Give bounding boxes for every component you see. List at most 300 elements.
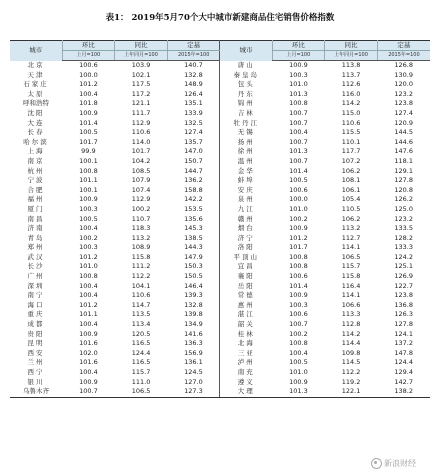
subheader-mom-right: 上月=100 (272, 51, 325, 61)
city-name: 吉林 (220, 109, 272, 119)
table-row (10, 310, 430, 320)
mom-index: 100.7 (289, 320, 308, 329)
city-name: 温州 (220, 157, 272, 167)
mom-index: 100.4 (79, 291, 98, 300)
city-name: 丹东 (220, 90, 272, 100)
city-name: 北海 (220, 339, 272, 349)
table-row (10, 138, 430, 148)
base-index: 123.2 (394, 214, 413, 223)
city-name: 南宁 (27, 291, 45, 300)
mom-index: 101.7 (79, 137, 98, 146)
city-name: 沈阳 (27, 108, 45, 117)
mom-index: 101.6 (79, 339, 98, 348)
yoy-index: 116.5 (131, 358, 151, 367)
mom-index: 100.4 (79, 224, 98, 233)
city-name: 遵义 (220, 378, 272, 388)
base-index: 132.8 (184, 70, 203, 79)
base-index: 127.3 (167, 387, 220, 397)
city-name: 南京 (27, 156, 45, 165)
yoy-index: 106.5 (341, 252, 361, 261)
city-name: 长春 (27, 128, 45, 137)
table-row (10, 99, 430, 109)
base-index: 144.6 (394, 137, 413, 146)
mom-index: 100.9 (79, 195, 98, 204)
yoy-index: 119.2 (341, 377, 361, 386)
base-index: 126.9 (394, 272, 413, 281)
base-index: 150.3 (184, 262, 203, 271)
table-row (10, 301, 430, 311)
mom-index: 100.8 (79, 166, 98, 175)
subheader-mom-left: 上月=100 (62, 51, 115, 61)
mom-index: 100.9 (79, 108, 98, 117)
city-name: 海口 (27, 300, 45, 309)
yoy-index: 122.1 (325, 387, 378, 397)
city-name: 洛阳 (220, 243, 272, 253)
mom-index: 101.0 (79, 262, 98, 271)
yoy-index: 106.2 (341, 166, 361, 175)
base-index: 147.6 (394, 147, 413, 156)
base-index: 139.8 (184, 310, 203, 319)
city-name: 成都 (27, 320, 45, 329)
table-row (10, 234, 430, 244)
city-name: 唐山 (220, 61, 272, 71)
header-mom-left: 环比 (62, 41, 115, 51)
table-row (10, 186, 430, 196)
city-name: 襄阳 (220, 272, 272, 282)
yoy-index: 121.1 (131, 99, 151, 108)
subheader-base-right: 2015年=100 (377, 51, 430, 61)
yoy-index: 114.1 (341, 291, 361, 300)
mom-index: 99.9 (81, 147, 96, 156)
base-index: 126.2 (394, 195, 413, 204)
yoy-index: 100.2 (131, 204, 151, 213)
mom-index: 100.4 (79, 281, 98, 290)
table-row (10, 147, 430, 157)
mom-index: 101.0 (289, 368, 308, 376)
yoy-index: 108.5 (131, 166, 151, 175)
mom-index: 100.0 (79, 70, 98, 79)
yoy-index: 116.0 (341, 89, 361, 98)
base-index: 133.5 (394, 224, 413, 233)
mom-index: 101.7 (289, 243, 308, 252)
table-row (10, 339, 430, 349)
yoy-index: 110.7 (131, 214, 151, 223)
yoy-index: 114.0 (131, 137, 151, 146)
base-index: 142.2 (184, 195, 203, 204)
city-name: 贵阳 (27, 329, 45, 338)
yoy-index: 104.1 (131, 281, 151, 290)
base-index: 136.3 (184, 339, 203, 348)
table-row (10, 253, 430, 263)
yoy-index: 106.6 (341, 300, 361, 309)
yoy-index: 112.8 (341, 320, 361, 329)
city-name: 九江 (220, 205, 272, 215)
city-name: 南昌 (27, 214, 45, 223)
mom-index: 100.5 (79, 128, 98, 137)
mom-index: 100.3 (79, 204, 98, 213)
table-row (10, 368, 430, 378)
mom-index: 100.2 (79, 233, 98, 242)
base-index: 147.8 (394, 348, 413, 357)
city-name: 深圳 (27, 281, 45, 290)
table-row (10, 205, 430, 215)
yoy-index: 107.2 (341, 156, 361, 165)
city-name: 徐州 (220, 147, 272, 157)
mom-index: 100.6 (289, 185, 308, 194)
table-row (10, 176, 430, 186)
mom-index: 100.5 (79, 214, 98, 223)
yoy-index: 113.7 (341, 70, 361, 79)
base-index: 122.7 (394, 281, 413, 290)
city-name: 湛江 (220, 310, 272, 320)
base-index: 146.4 (184, 281, 203, 290)
mom-index: 100.8 (289, 262, 308, 271)
table-row (10, 291, 430, 301)
base-index: 127.4 (394, 108, 413, 117)
city-name: 包头 (220, 80, 272, 90)
base-index: 145.3 (184, 224, 203, 233)
mom-index: 101.0 (289, 80, 308, 89)
yoy-index: 111.7 (131, 108, 151, 117)
base-index: 144.5 (394, 128, 413, 137)
city-name: 呼和浩特 (23, 99, 50, 108)
city-name: 郑州 (27, 243, 45, 252)
base-index: 141.6 (184, 329, 203, 338)
yoy-index: 113.5 (131, 310, 151, 319)
table-row (10, 272, 430, 282)
city-name: 兰州 (27, 358, 45, 367)
base-index: 127.4 (184, 128, 203, 137)
weibo-icon (371, 458, 382, 469)
city-name: 重庆 (27, 310, 45, 319)
yoy-index: 103.9 (131, 61, 151, 69)
city-name: 蚌埠 (220, 176, 272, 186)
table-row (10, 119, 430, 129)
base-index: 120.8 (394, 185, 413, 194)
city-name: 平顶山 (220, 253, 272, 263)
mom-index: 100.6 (289, 310, 308, 319)
yoy-index: 106.2 (341, 214, 361, 223)
yoy-index: 105.4 (341, 195, 361, 204)
base-index: 125.0 (394, 204, 413, 213)
city-name: 宜昌 (220, 262, 272, 272)
city-name: 合肥 (27, 185, 45, 194)
base-index: 126.3 (394, 310, 413, 319)
base-index: 132.8 (184, 300, 203, 309)
yoy-index: 101.7 (131, 147, 151, 156)
mom-index: 101.3 (272, 387, 325, 397)
base-index: 137.2 (394, 339, 413, 348)
city-name: 福州 (27, 195, 45, 204)
yoy-index: 117.5 (131, 80, 151, 89)
mom-index: 100.4 (289, 348, 308, 357)
city-name: 烟台 (220, 224, 272, 234)
city-name: 武汉 (27, 252, 45, 261)
city-name: 太原 (27, 89, 45, 98)
table-row (10, 282, 430, 292)
price-index-table (10, 40, 430, 398)
base-index: 128.2 (394, 233, 413, 242)
city-name: 锦州 (220, 99, 272, 109)
yoy-index: 113.4 (131, 320, 151, 329)
yoy-index: 114.1 (341, 243, 361, 252)
mom-index: 100.9 (79, 377, 98, 386)
mom-index: 102.0 (79, 348, 98, 357)
mom-index: 100.1 (79, 156, 98, 165)
table-body (10, 61, 430, 398)
yoy-index: 118.3 (131, 224, 151, 233)
base-index: 130.9 (394, 70, 413, 79)
mom-index: 100.7 (289, 156, 308, 165)
base-index: 144.7 (184, 166, 203, 175)
mom-index: 100.4 (289, 128, 308, 137)
base-index: 150.5 (184, 272, 203, 281)
base-index: 129.4 (394, 368, 413, 376)
mom-index: 100.7 (62, 387, 115, 397)
mom-index: 101.8 (79, 99, 98, 108)
yoy-index: 107.4 (131, 185, 151, 194)
base-index: 150.7 (184, 156, 203, 165)
base-index: 123.8 (394, 99, 413, 108)
yoy-index: 112.7 (341, 233, 361, 242)
mom-index: 100.7 (289, 137, 308, 146)
city-name: 牡丹江 (220, 119, 272, 129)
base-index: 158.8 (184, 185, 203, 194)
base-index: 134.9 (184, 320, 203, 329)
yoy-index: 113.2 (341, 224, 361, 233)
yoy-index: 110.5 (341, 204, 361, 213)
mom-index: 100.3 (289, 70, 308, 79)
city-name: 杭州 (27, 166, 45, 175)
mom-index: 100.7 (289, 118, 308, 127)
mom-index: 100.6 (289, 272, 308, 281)
mom-index: 100.8 (289, 99, 308, 108)
city-name: 长沙 (27, 262, 45, 271)
yoy-index: 115.8 (341, 272, 361, 281)
city-name: 桂林 (220, 330, 272, 340)
city-name: 大理 (220, 387, 272, 397)
yoy-index: 115.5 (341, 128, 361, 137)
yoy-index: 117.7 (341, 147, 361, 156)
base-index: 125.1 (394, 262, 413, 271)
yoy-index: 114.5 (341, 358, 361, 367)
header-city-left: 城市 (10, 41, 62, 61)
city-name: 金华 (220, 167, 272, 177)
table-row (10, 243, 430, 253)
city-name: 岳阳 (220, 282, 272, 292)
mom-index: 100.9 (289, 291, 308, 300)
base-index: 153.5 (184, 204, 203, 213)
mom-index: 101.3 (289, 147, 308, 156)
yoy-index: 114.4 (341, 339, 361, 348)
city-name: 大连 (27, 118, 45, 127)
mom-index: 100.4 (79, 320, 98, 329)
yoy-index: 112.9 (131, 195, 151, 204)
mom-index: 100.1 (79, 185, 98, 194)
table-row (10, 109, 430, 119)
header-yoy-left: 同比 (115, 41, 168, 51)
table-row (10, 90, 430, 100)
table-row (10, 195, 430, 205)
mom-index: 101.1 (79, 310, 98, 319)
mom-index: 100.2 (289, 214, 308, 223)
mom-index: 101.0 (289, 204, 308, 213)
base-index: 127.8 (394, 320, 413, 329)
city-name: 安庆 (220, 186, 272, 196)
table-row (10, 330, 430, 340)
city-name: 秦皇岛 (220, 71, 272, 81)
header-base-right: 定基 (377, 41, 430, 51)
base-index: 123.8 (394, 291, 413, 300)
yoy-index: 106.1 (341, 185, 361, 194)
yoy-index: 110.6 (131, 291, 151, 300)
mom-index: 101.2 (289, 233, 308, 242)
city-name: 常德 (220, 291, 272, 301)
table-header (10, 41, 430, 61)
base-index: 126.8 (394, 61, 413, 69)
mom-index: 100.9 (289, 377, 308, 386)
table-row (10, 215, 430, 225)
base-index: 120.9 (394, 118, 413, 127)
yoy-index: 113.2 (131, 233, 151, 242)
mom-index: 101.4 (79, 118, 98, 127)
table-row (10, 167, 430, 177)
city-name: 西安 (27, 348, 45, 357)
table-row (10, 71, 430, 81)
mom-index: 101.2 (79, 300, 98, 309)
base-index: 120.0 (394, 80, 413, 89)
city-name: 南充 (220, 368, 272, 378)
city-name: 石家庄 (23, 80, 49, 89)
table-row (10, 262, 430, 272)
mom-index: 101.6 (79, 358, 98, 367)
mom-index: 100.2 (289, 329, 308, 338)
base-index: 123.2 (394, 89, 413, 98)
city-name: 三亚 (220, 349, 272, 359)
yoy-index: 113.3 (341, 310, 361, 319)
yoy-index: 112.9 (131, 118, 151, 127)
base-index: 156.9 (184, 348, 203, 357)
base-index: 135.7 (184, 137, 203, 146)
base-index: 144.3 (184, 243, 203, 252)
yoy-index: 104.2 (131, 156, 151, 165)
city-name: 昆明 (27, 339, 45, 348)
base-index: 127.0 (184, 377, 203, 386)
table-row (10, 320, 430, 330)
city-name: 北京 (27, 60, 45, 69)
base-index: 136.2 (184, 176, 203, 185)
table-row (10, 61, 430, 71)
yoy-index: 110.6 (341, 118, 361, 127)
yoy-index: 120.5 (131, 329, 151, 338)
yoy-index: 110.1 (341, 137, 361, 146)
subheader-base-left: 2015年=100 (167, 51, 220, 61)
city-name: 扬州 (220, 138, 272, 148)
yoy-index: 116.5 (131, 339, 151, 348)
mom-index: 100.8 (289, 252, 308, 261)
base-index: 147.9 (184, 252, 203, 261)
city-name: 泉州 (220, 195, 272, 205)
mom-index: 100.6 (79, 61, 98, 69)
header-yoy-right: 同比 (325, 41, 378, 51)
yoy-index: 117.2 (131, 89, 151, 98)
city-name: 天津 (27, 70, 45, 79)
yoy-index: 124.4 (131, 348, 151, 357)
base-index: 126.4 (184, 89, 203, 98)
table-row (10, 157, 430, 167)
city-name: 惠州 (220, 301, 272, 311)
yoy-index: 112.6 (341, 80, 361, 89)
city-name: 韶关 (220, 320, 272, 330)
mom-index: 100.3 (79, 243, 98, 252)
base-index: 135.6 (184, 214, 203, 223)
city-name: 广州 (27, 272, 45, 281)
base-index: 124.1 (394, 329, 413, 338)
base-index: 118.1 (394, 156, 413, 165)
base-index: 124.4 (394, 358, 413, 367)
base-index: 132.5 (184, 118, 203, 127)
mom-index: 100.5 (289, 176, 308, 185)
city-name: 赣州 (220, 215, 272, 225)
mom-index: 100.8 (79, 272, 98, 281)
base-index: 138.5 (184, 233, 203, 242)
city-name: 济宁 (220, 234, 272, 244)
base-index: 136.1 (184, 358, 203, 367)
mom-index: 100.9 (289, 61, 308, 69)
table-row (10, 80, 430, 90)
base-index: 138.2 (377, 387, 430, 397)
city-name: 厦门 (27, 204, 45, 213)
base-index: 127.8 (394, 176, 413, 185)
yoy-index: 110.6 (131, 128, 151, 137)
base-index: 136.8 (394, 300, 413, 309)
subheader-yoy-right: 上年同月=100 (325, 51, 378, 61)
mom-index: 101.4 (289, 281, 308, 290)
table-row (10, 378, 430, 388)
yoy-index: 111.0 (131, 377, 151, 386)
city-name: 无锡 (220, 128, 272, 138)
yoy-index: 112.2 (131, 272, 151, 281)
yoy-index: 111.2 (131, 262, 151, 271)
city-name: 哈尔滨 (23, 137, 49, 146)
header-base-left: 定基 (167, 41, 220, 51)
table-title: 表1： 2019年5月70个大中城市新建商品住宅销售价格指数 (105, 13, 335, 23)
city-name: 上海 (27, 147, 45, 156)
yoy-index: 116.4 (341, 281, 361, 290)
city-name: 泸州 (220, 358, 272, 368)
base-index: 148.9 (184, 80, 203, 89)
base-index: 142.7 (394, 377, 413, 386)
mom-index: 100.4 (79, 89, 98, 98)
mom-index: 100.0 (289, 195, 308, 204)
mom-index: 100.9 (289, 224, 308, 233)
header-city-right: 城市 (220, 41, 272, 61)
yoy-index: 114.7 (131, 300, 151, 309)
base-index: 129.1 (394, 166, 413, 175)
yoy-index: 108.1 (341, 176, 361, 185)
base-index: 139.3 (184, 291, 203, 300)
city-name: 宁波 (27, 176, 45, 185)
city-name: 乌鲁木齐 (10, 387, 62, 397)
yoy-index: 114.2 (341, 329, 361, 338)
mom-index: 100.9 (79, 329, 98, 338)
yoy-index: 115.7 (341, 262, 361, 271)
subheader-yoy-left: 上年同月=100 (115, 51, 168, 61)
mom-index: 100.3 (289, 300, 308, 309)
mom-index: 100.7 (289, 108, 308, 117)
yoy-index: 113.8 (341, 61, 361, 69)
table-row (10, 358, 430, 368)
